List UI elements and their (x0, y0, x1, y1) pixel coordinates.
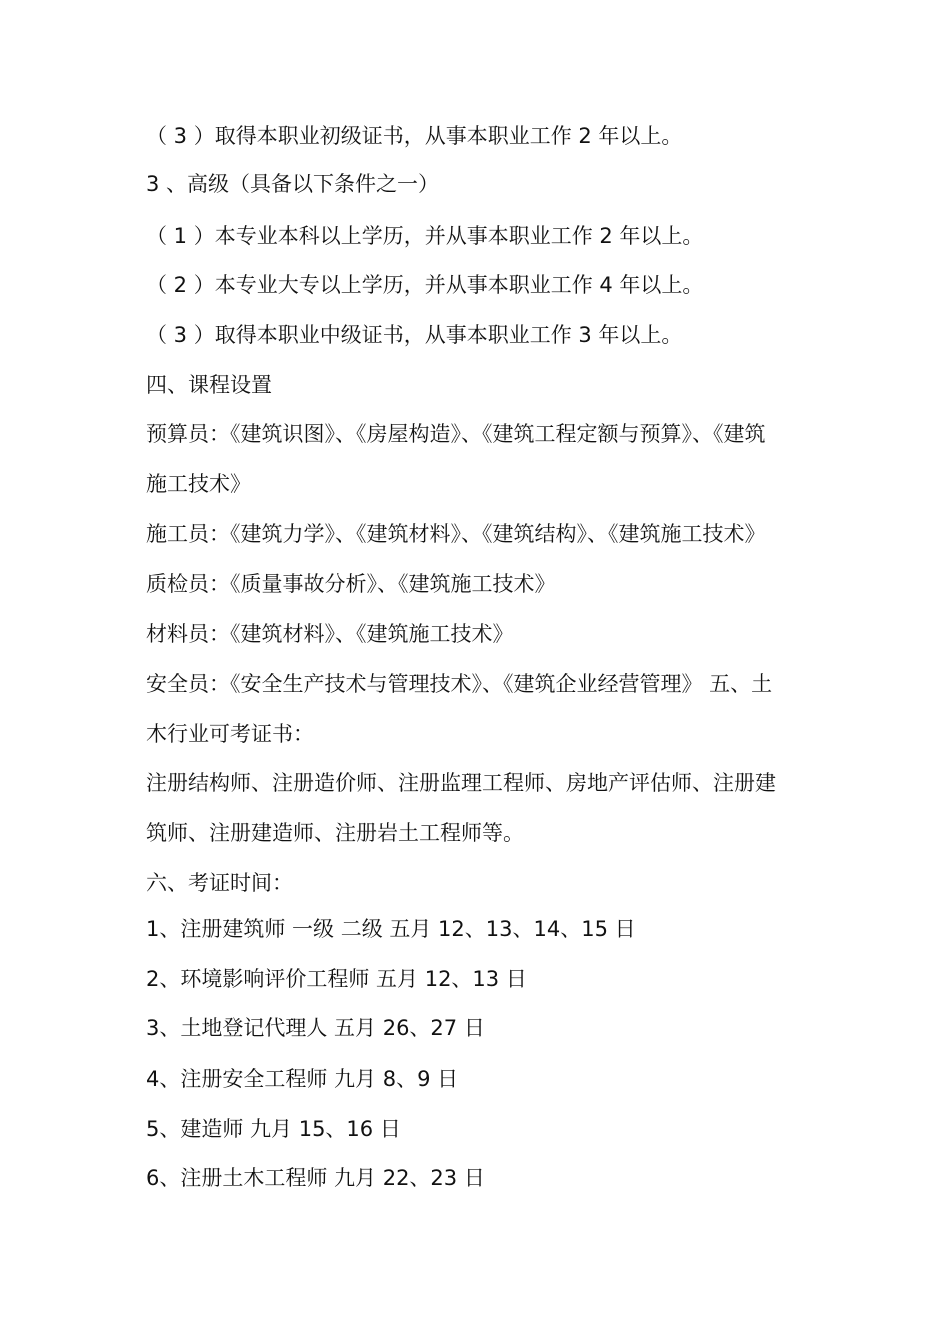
text-line-budgeter-courses: 预算员：《建筑识图》、《房屋构造》、《建筑工程定额与预算》、《建筑 (146, 422, 766, 446)
text-line-material-courses: 材料员：《建筑材料》、《建筑施工技术》 (146, 622, 514, 646)
text-line-inspector-courses: 质检员：《质量事故分析》、《建筑施工技术》 (146, 572, 556, 596)
text-line-constructor-courses: 施工员：《建筑力学》、《建筑材料》、《建筑结构》、《建筑施工技术》 (146, 522, 766, 546)
text-line-senior-condition-3: （ 3 ）取得本职业中级证书，从事本职业工作 3 年以上。 (146, 323, 683, 347)
text-line-exam-4: 4、注册安全工程师 九月 8、9 日 (146, 1067, 459, 1091)
text-line-senior-condition-2: （ 2 ）本专业大专以上学历，并从事本职业工作 4 年以上。 (146, 273, 704, 297)
text-line-exam-5: 5、建造师 九月 15、16 日 (146, 1117, 401, 1141)
text-line-senior-condition-1: （ 1 ）本专业本科以上学历，并从事本职业工作 2 年以上。 (146, 224, 704, 248)
text-line-exam-2: 2、环境影响评价工程师 五月 12、13 日 (146, 967, 527, 991)
text-line-certificates-heading: 木行业可考证书： (146, 722, 314, 746)
section-heading-exam-time: 六、考证时间： (146, 871, 293, 895)
text-line-exam-6: 6、注册土木工程师 九月 22、23 日 (146, 1166, 485, 1190)
text-line-budgeter-courses-cont: 施工技术》 (146, 472, 251, 496)
text-line-safety-courses: 安全员：《安全生产技术与管理技术》、《建筑企业经营管理》 五、土 (146, 672, 773, 696)
text-line-certificates-list-cont: 筑师、注册建造师、注册岩土工程师等。 (146, 821, 524, 845)
text-line-senior-heading: 3 、高级（具备以下条件之一） (146, 172, 440, 196)
text-line-exam-1: 1、注册建筑师 一级 二级 五月 12、13、14、15 日 (146, 917, 636, 941)
text-line-exam-3: 3、土地登记代理人 五月 26、27 日 (146, 1016, 485, 1040)
section-heading-courses: 四、课程设置 (146, 373, 272, 397)
text-line-certificates-list: 注册结构师、注册造价师、注册监理工程师、房地产评估师、注册建 (146, 771, 776, 795)
text-line-junior-cert-condition: （ 3 ）取得本职业初级证书，从事本职业工作 2 年以上。 (146, 124, 683, 148)
